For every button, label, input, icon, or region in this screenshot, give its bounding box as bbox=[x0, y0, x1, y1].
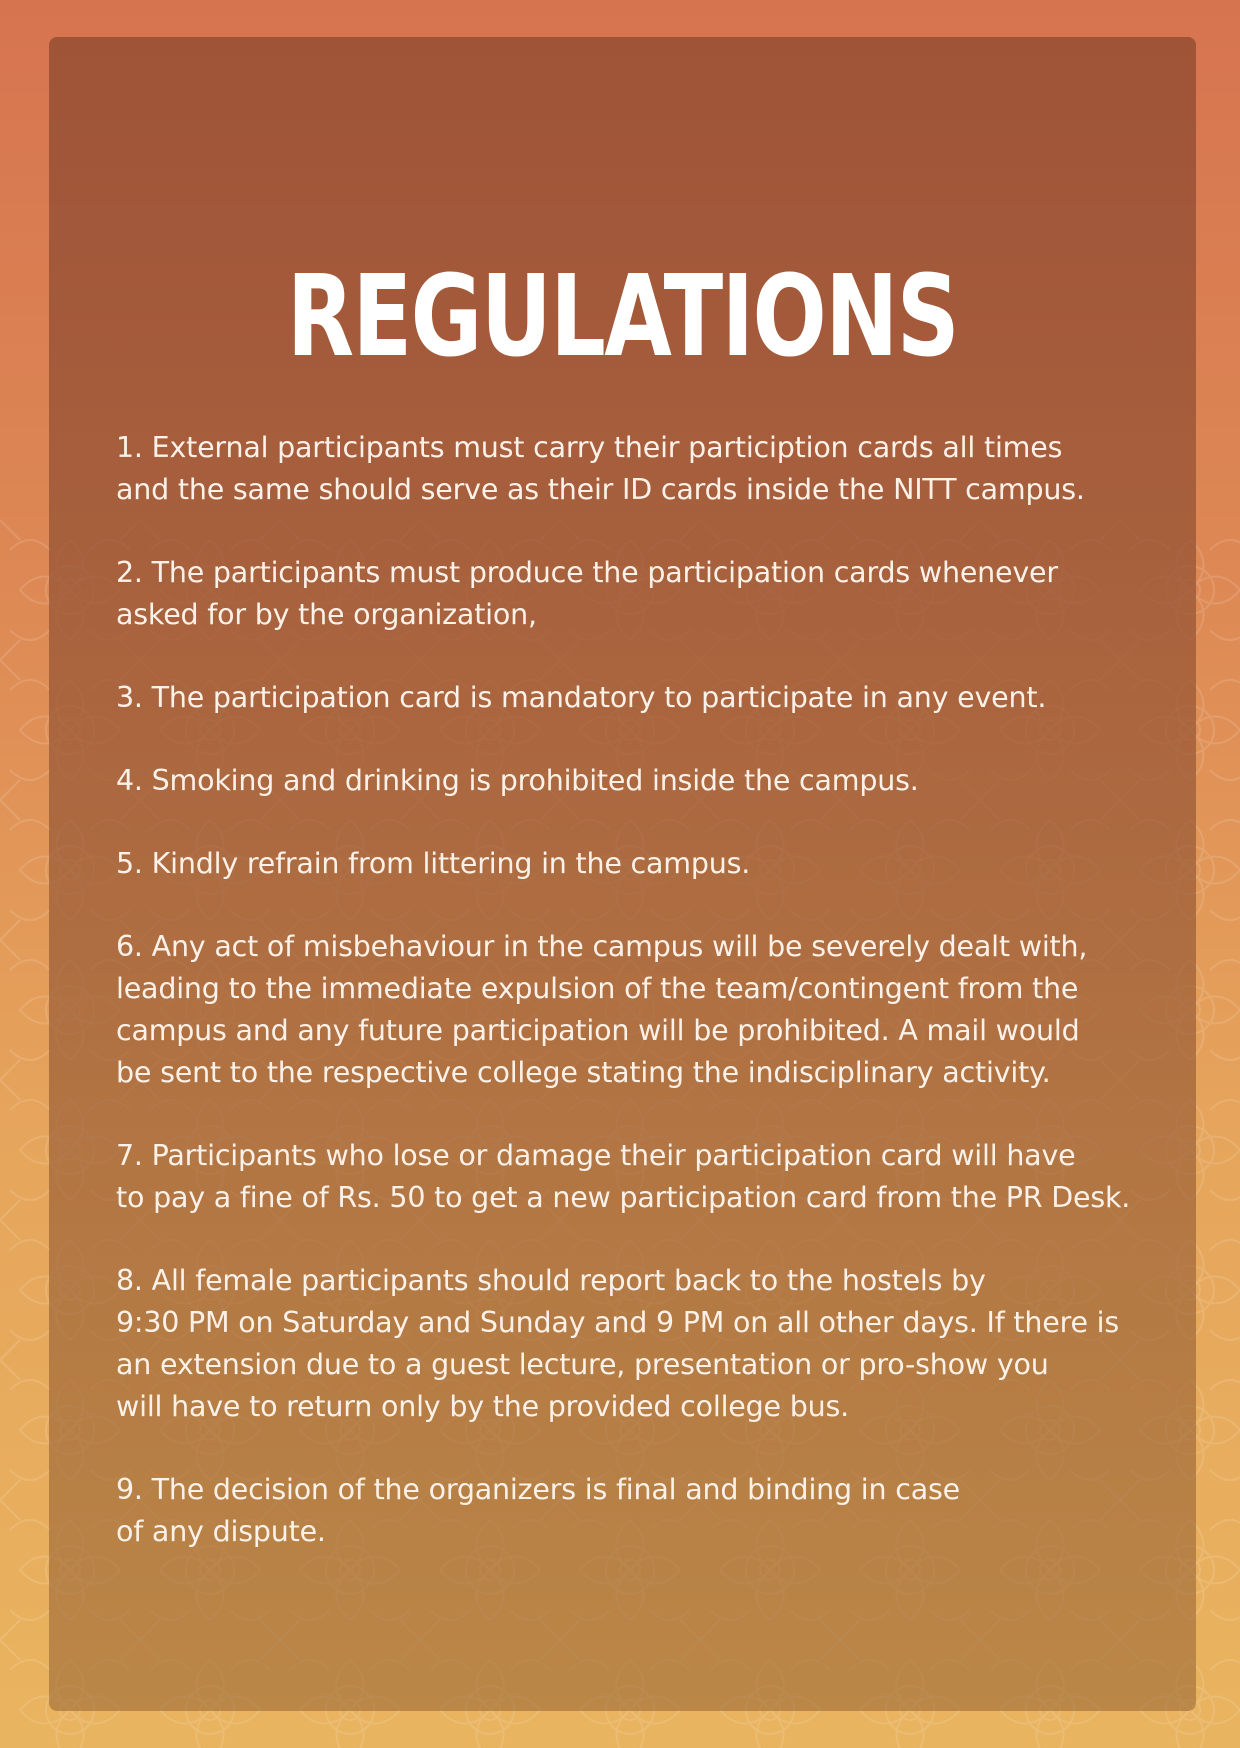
regulation-item-9: 9. The decision of the organizers is final and binding in case of any dispute. bbox=[116, 1473, 960, 1548]
regulations-panel bbox=[49, 37, 1196, 1711]
regulations-list bbox=[116, 427, 1176, 1594]
regulation-item-2: 2. The participants must produce the participation cards whenever asked for by the organization, bbox=[116, 556, 1058, 631]
regulation-item-7: 7. Participants who lose or damage their participation card will have to pay a fine of Rs. 50 to get a new participation card from the PR Desk. bbox=[116, 1139, 1131, 1214]
regulation-item-8: 8. All female participants should report back to the hostels by 9:30 PM on Saturday and Sunday and 9 PM on all other days. If there is an extension due to a guest lecture, presentation or pro-show you will have to return only by the provided college bus. bbox=[116, 1264, 1120, 1423]
regulation-item-6: 6. Any act of misbehaviour in the campus will be severely dealt with, leading to the immediate expulsion of the team/contingent from the campus and any future participation will be prohibited. A mail would be sent to the respective college stating the indisciplinary activity. bbox=[116, 930, 1088, 1089]
regulation-item-5: 5. Kindly refrain from littering in the campus. bbox=[116, 847, 751, 880]
page-title: REGULATIONS bbox=[286, 252, 959, 382]
regulation-item-1: 1. External participants must carry their particiption cards all times and the same should serve as their ID cards inside the NITT campus. bbox=[116, 431, 1085, 506]
regulation-item-4: 4. Smoking and drinking is prohibited inside the campus. bbox=[116, 764, 919, 797]
regulation-item-3: 3. The participation card is mandatory to participate in any event. bbox=[116, 681, 1047, 714]
